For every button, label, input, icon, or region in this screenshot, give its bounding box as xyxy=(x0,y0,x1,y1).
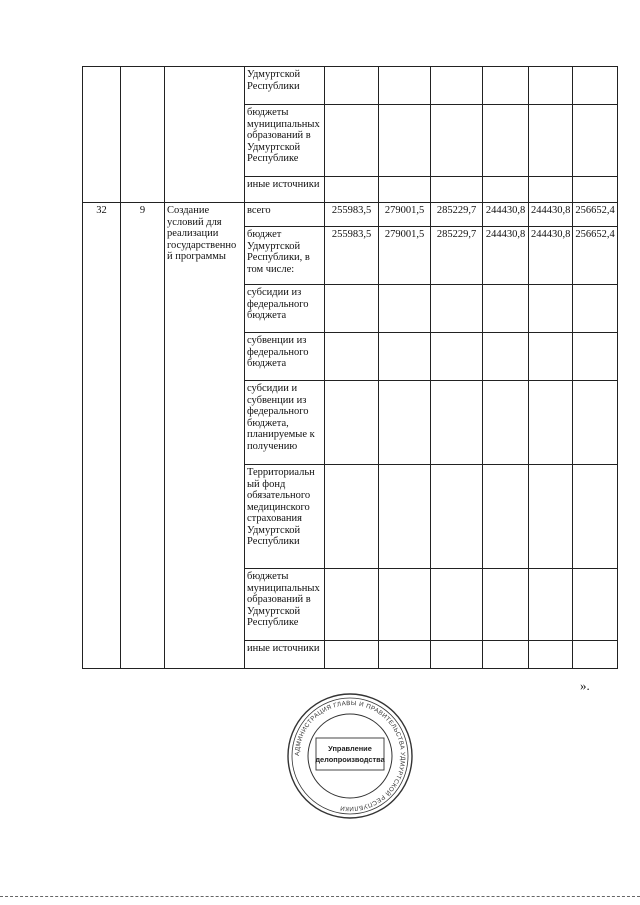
value-cell xyxy=(573,333,617,381)
value-cell xyxy=(529,67,573,105)
value-cell xyxy=(483,285,529,333)
value-cell xyxy=(529,285,573,333)
value-cell xyxy=(483,67,529,105)
seal-ring-text: АДМИНИСТРАЦИЯ ГЛАВЫ И ПРАВИТЕЛЬСТВА УДМУРТСКОЙ РЕСПУБЛИКИ xyxy=(293,699,407,813)
value-cell xyxy=(483,569,529,641)
funding-source-cell: субвенции из федерального бюджета xyxy=(245,333,325,381)
value-cell xyxy=(483,381,529,465)
value-cell xyxy=(529,569,573,641)
value-cell xyxy=(573,569,617,641)
table-row xyxy=(83,203,618,227)
value-cell xyxy=(573,381,617,465)
row-number-cell: 32 xyxy=(83,203,121,669)
value-cell xyxy=(573,465,617,569)
value-cell xyxy=(379,641,431,669)
funding-source-cell: бюджеты муниципальных образований в Удмуртской Республике xyxy=(245,569,325,641)
value-cell: 244430,8 xyxy=(483,203,529,227)
table-row xyxy=(83,67,618,105)
value-cell xyxy=(483,641,529,669)
sub-number-cell: 9 xyxy=(121,203,165,669)
value-cell xyxy=(325,381,379,465)
value-cell xyxy=(529,641,573,669)
value-cell xyxy=(325,569,379,641)
value-cell xyxy=(483,177,529,203)
value-cell xyxy=(573,67,617,105)
closing-quote-mark: ». xyxy=(580,678,590,693)
sub-number-cell xyxy=(121,67,165,203)
value-cell xyxy=(379,105,431,177)
value-cell xyxy=(379,465,431,569)
funding-source-cell: субсидии и субвенции из федерального бюджета, планируемые к получению xyxy=(245,381,325,465)
value-cell xyxy=(431,569,483,641)
funding-source-cell: Территориальн ый фонд обязательного медицинского страхования Удмуртской Республики xyxy=(245,465,325,569)
value-cell xyxy=(431,177,483,203)
value-cell xyxy=(483,333,529,381)
funding-source-cell: Удмуртской Республики xyxy=(245,67,325,105)
value-cell xyxy=(325,285,379,333)
value-cell xyxy=(431,641,483,669)
page-bottom-edge xyxy=(0,896,640,897)
value-cell xyxy=(573,641,617,669)
name-cell xyxy=(165,67,245,203)
value-cell xyxy=(379,333,431,381)
funding-source-cell: всего xyxy=(245,203,325,227)
value-cell xyxy=(431,465,483,569)
value-cell xyxy=(379,67,431,105)
value-cell xyxy=(573,105,617,177)
seal-center-line: делопроизводства xyxy=(315,755,385,764)
value-cell xyxy=(325,177,379,203)
value-cell xyxy=(529,105,573,177)
value-cell xyxy=(379,569,431,641)
value-cell xyxy=(431,381,483,465)
value-cell: 279001,5 xyxy=(379,203,431,227)
seal-center-line: Управление xyxy=(328,744,372,753)
row-number-cell xyxy=(83,67,121,203)
value-cell xyxy=(573,285,617,333)
funding-source-cell: иные источники xyxy=(245,177,325,203)
value-cell xyxy=(529,381,573,465)
value-cell xyxy=(529,465,573,569)
value-cell: 256652,4 xyxy=(573,203,617,227)
value-cell xyxy=(325,333,379,381)
value-cell xyxy=(431,285,483,333)
funding-source-cell: бюджет Удмуртской Республики, в том числе: xyxy=(245,227,325,285)
name-cell: Создание условий для реализации государственно й программы xyxy=(165,203,245,669)
value-cell: 285229,7 xyxy=(431,227,483,285)
value-cell: 255983,5 xyxy=(325,227,379,285)
value-cell: 244430,8 xyxy=(483,227,529,285)
value-cell xyxy=(325,67,379,105)
value-cell xyxy=(325,465,379,569)
value-cell xyxy=(431,67,483,105)
funding-source-cell: бюджеты муниципальных образований в Удмуртской Республике xyxy=(245,105,325,177)
value-cell xyxy=(431,333,483,381)
value-cell: 256652,4 xyxy=(573,227,617,285)
value-cell xyxy=(483,105,529,177)
value-cell xyxy=(529,333,573,381)
value-cell xyxy=(379,285,431,333)
value-cell xyxy=(573,177,617,203)
value-cell xyxy=(379,381,431,465)
value-cell: 255983,5 xyxy=(325,203,379,227)
value-cell xyxy=(431,105,483,177)
value-cell: 285229,7 xyxy=(431,203,483,227)
program-funding-table xyxy=(82,66,618,669)
value-cell xyxy=(325,105,379,177)
value-cell: 244430,8 xyxy=(529,203,573,227)
funding-source-cell: иные источники xyxy=(245,641,325,669)
funding-source-cell: субсидии из федерального бюджета xyxy=(245,285,325,333)
official-seal-stamp xyxy=(286,692,414,820)
value-cell: 244430,8 xyxy=(529,227,573,285)
value-cell: 279001,5 xyxy=(379,227,431,285)
value-cell xyxy=(529,177,573,203)
value-cell xyxy=(325,641,379,669)
value-cell xyxy=(379,177,431,203)
value-cell xyxy=(483,465,529,569)
